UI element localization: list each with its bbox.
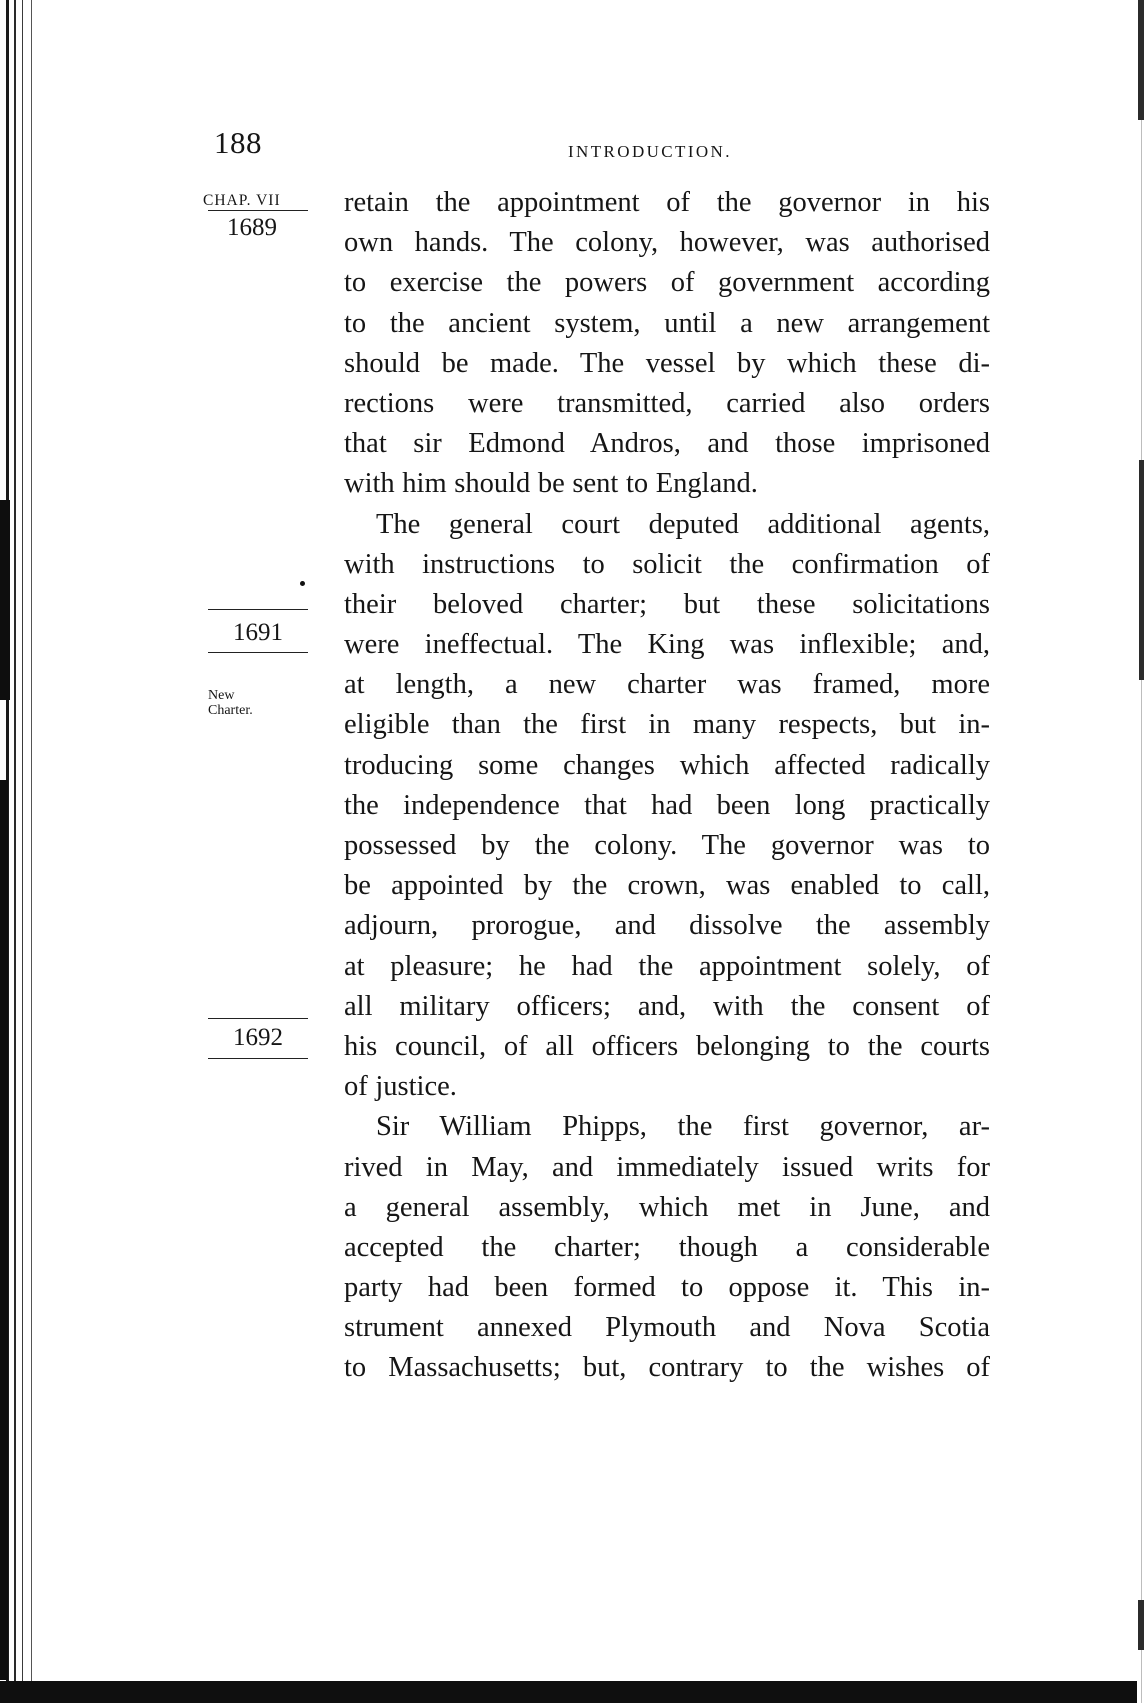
text-line: all military officers; and, with the consent of	[344, 990, 990, 1022]
margin-year-1692: 1692	[233, 1024, 283, 1051]
page-number: 188	[214, 125, 262, 160]
margin-year-1689: 1689	[227, 214, 277, 241]
text-line: to Massachusetts; but, contrary to the wishes of	[344, 1352, 990, 1384]
margin-rule	[208, 1018, 308, 1019]
text-line: rived in May, and immediately issued writs for	[344, 1151, 990, 1183]
margin-note-line: New	[208, 688, 235, 703]
text-line: Sir William Phipps, the first governor, ar-	[376, 1111, 990, 1143]
text-line: eligible than the first in many respects, but in-	[344, 709, 990, 741]
margin-chapter-label: CHAP. VII	[203, 192, 281, 209]
text-line: were ineffectual. The King was inflexible; and,	[344, 629, 990, 661]
text-line: strument annexed Plymouth and Nova Scotia	[344, 1312, 990, 1344]
text-line: his council, of all officers belonging to the courts	[344, 1030, 990, 1062]
text-line: troducing some changes which affected radically	[344, 749, 990, 781]
text-line: a general assembly, which met in June, and	[344, 1191, 990, 1223]
text-line: to the ancient system, until a new arrangement	[344, 307, 990, 339]
text-line: to exercise the powers of government according	[344, 267, 990, 299]
text-line: should be made. The vessel by which these di-	[344, 347, 990, 379]
text-line: rections were transmitted, carried also orders	[344, 387, 990, 419]
text-line: party had been formed to oppose it. This in-	[344, 1272, 990, 1304]
margin-rule	[208, 1058, 308, 1059]
right-edge-mark-top	[1138, 0, 1144, 120]
body-text	[344, 183, 990, 1389]
text-line: accepted the charter; though a considerable	[344, 1231, 990, 1263]
margin-note-new-charter	[208, 688, 253, 718]
text-line: The general court deputed additional agents,	[376, 508, 990, 540]
binding-shadow-upper	[0, 500, 10, 700]
text-line: own hands. The colony, however, was authorised	[344, 227, 990, 259]
margin-rule	[208, 210, 308, 211]
text-line: adjourn, prorogue, and dissolve the assembly	[344, 910, 990, 942]
text-line: that sir Edmond Andros, and those imprisoned	[344, 428, 990, 460]
text-line: at pleasure; he had the appointment solely, of	[344, 950, 990, 982]
right-edge-mark-middle	[1139, 460, 1144, 680]
margin-note-line: Charter.	[208, 703, 253, 718]
running-title: INTRODUCTION.	[568, 142, 732, 161]
text-line: retain the appointment of the governor in his	[344, 187, 990, 218]
margin-rule	[208, 609, 308, 610]
binding-shadow-lower	[0, 780, 8, 1680]
text-line: of justice.	[344, 1071, 457, 1103]
text-line: be appointed by the crown, was enabled to call,	[344, 870, 990, 902]
text-line: at length, a new charter was framed, more	[344, 669, 990, 701]
right-edge-mark-bottom	[1138, 1600, 1144, 1650]
page-bottom-shadow	[0, 1681, 1145, 1703]
page-right-edge	[1137, 0, 1145, 1703]
margin-rule	[208, 652, 308, 653]
text-line: possessed by the colony. The governor was to	[344, 830, 990, 861]
text-line: with him should be sent to England.	[344, 468, 758, 500]
text-line: the independence that had been long practically	[344, 789, 990, 821]
text-line: their beloved charter; but these solicitations	[344, 588, 990, 620]
margin-year-1691: 1691	[233, 619, 283, 646]
margin-speck	[300, 581, 305, 586]
text-line: with instructions to solicit the confirmation of	[344, 548, 990, 580]
